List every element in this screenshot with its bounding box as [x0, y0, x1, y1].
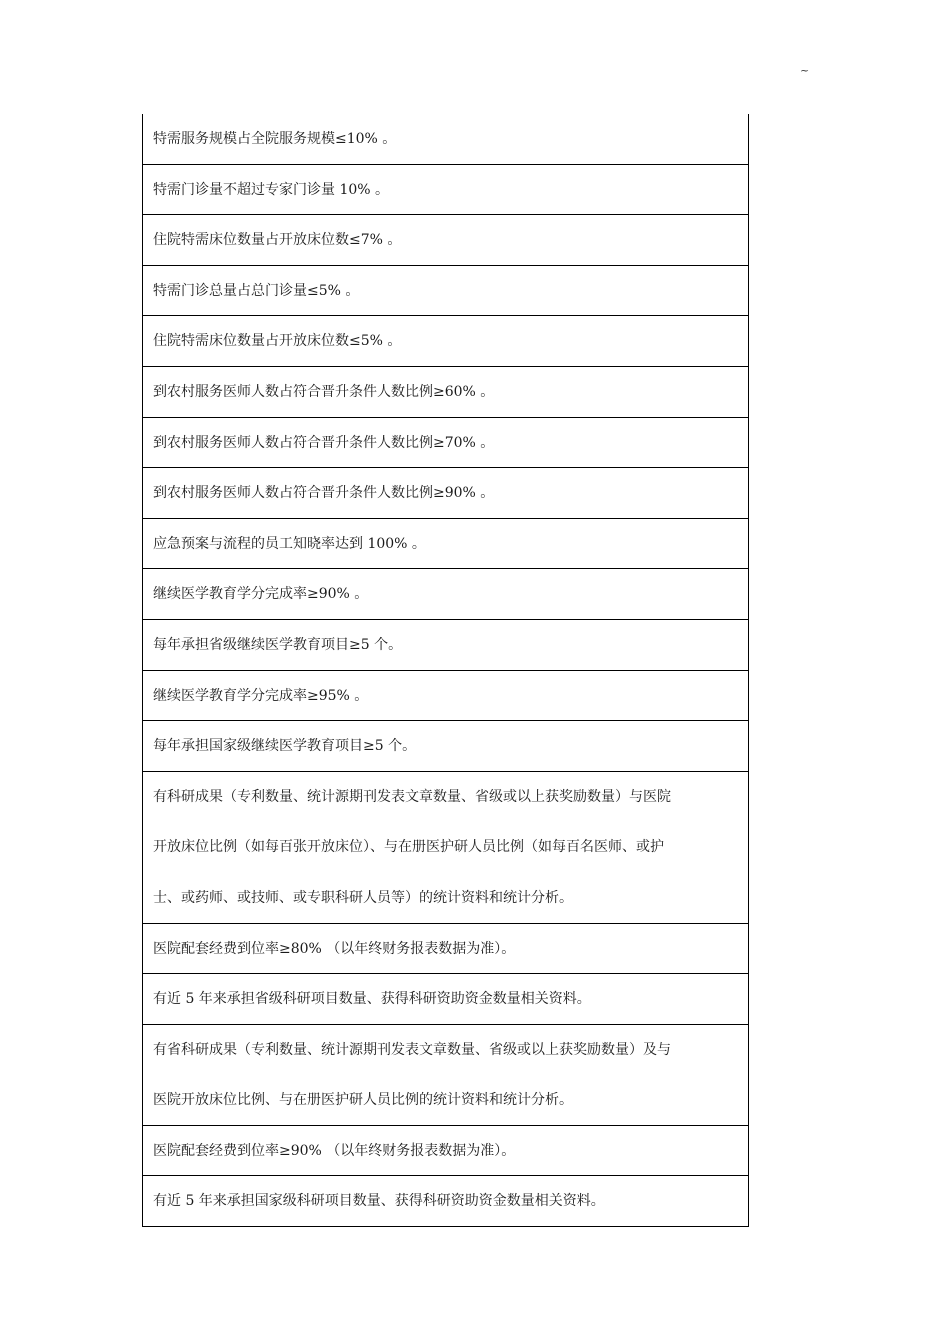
- table-row: [143, 114, 748, 165]
- table-row: [143, 924, 748, 975]
- row-text-line: 继续医学教育学分完成率≥95% 。: [153, 687, 369, 704]
- table-row: [143, 721, 748, 772]
- table-row: [143, 772, 748, 924]
- table-row: [143, 671, 748, 722]
- row-text-line: 有近 5 年来承担省级科研项目数量、获得科研资助资金数量相关资料。: [153, 991, 591, 1008]
- table-row: [143, 620, 748, 671]
- criteria-table: [142, 114, 749, 1227]
- table-row: [143, 316, 748, 367]
- row-text-line: 医院开放床位比例、与在册医护研人员比例的统计资料和统计分析。: [153, 1092, 573, 1109]
- row-text-line: 有近 5 年来承担国家级科研项目数量、获得科研资助资金数量相关资料。: [153, 1193, 605, 1210]
- row-text-line: 应急预案与流程的员工知晓率达到 100% 。: [153, 535, 426, 552]
- row-text-line: 有科研成果（专利数量、统计源期刊发表文章数量、省级或以上获奖励数量）与医院: [153, 788, 671, 805]
- table-row: [143, 519, 748, 570]
- row-text-line: 医院配套经费到位率≥90% （以年终财务报表数据为准）。: [153, 1142, 516, 1159]
- table-row: [143, 569, 748, 620]
- row-text-line: 特需门诊总量占总门诊量≤5% 。: [153, 282, 360, 299]
- row-text-line: 医院配套经费到位率≥80% （以年终财务报表数据为准）。: [153, 940, 516, 957]
- row-text-line: 每年承担国家级继续医学教育项目≥5 个。: [153, 738, 417, 755]
- row-text-line: 有省科研成果（专利数量、统计源期刊发表文章数量、省级或以上获奖励数量）及与: [153, 1041, 671, 1058]
- row-text-line: 特需服务规模占全院服务规模≤10% 。: [153, 131, 397, 147]
- table-row: [143, 165, 748, 216]
- table-row: [143, 468, 748, 519]
- row-text-line: 开放床位比例（如每百张开放床位）、与在册医护研人员比例（如每百名医师、或护: [153, 839, 664, 856]
- row-text-line: 特需门诊量不超过专家门诊量 10% 。: [153, 181, 390, 198]
- row-text-line: 到农村服务医师人数占符合晋升条件人数比例≥90% 。: [153, 485, 495, 502]
- table-row: [143, 266, 748, 317]
- row-text-line: 每年承担省级继续医学教育项目≥5 个。: [153, 636, 403, 653]
- row-text-line: 继续医学教育学分完成率≥90% 。: [153, 586, 369, 603]
- row-text-line: 到农村服务医师人数占符合晋升条件人数比例≥60% 。: [153, 383, 495, 400]
- page-header-mark: ~: [800, 64, 810, 77]
- table-row: [143, 974, 748, 1025]
- row-text-line: 到农村服务医师人数占符合晋升条件人数比例≥70% 。: [153, 434, 495, 451]
- table-row: [143, 215, 748, 266]
- table-row: [143, 367, 748, 418]
- row-text-line: 住院特需床位数量占开放床位数≤7% 。: [153, 232, 402, 249]
- table-row: [143, 1025, 748, 1126]
- row-text-line: 士、或药师、或技师、或专职科研人员等）的统计资料和统计分析。: [153, 889, 573, 906]
- row-text-line: 住院特需床位数量占开放床位数≤5% 。: [153, 333, 402, 350]
- table-row: [143, 418, 748, 469]
- table-row: [143, 1126, 748, 1177]
- table-row: [143, 1176, 748, 1227]
